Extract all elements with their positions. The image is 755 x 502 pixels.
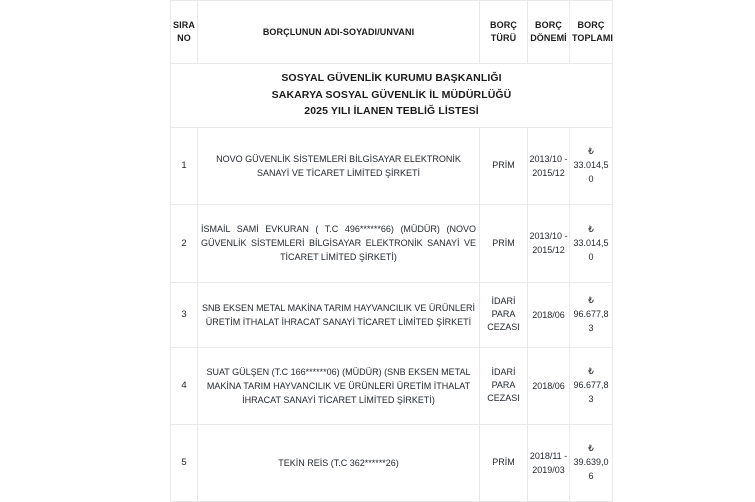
cell-borc-toplami bbox=[570, 204, 613, 282]
cell-sira-no: 5 bbox=[171, 424, 198, 501]
header-borc-toplami: BORÇ TOPLAMI bbox=[570, 1, 613, 64]
cell-borc-donemi: 2018/11 - 2019/03 bbox=[528, 424, 570, 501]
lira-symbol-icon: ₺ bbox=[588, 223, 594, 234]
notice-table bbox=[170, 0, 613, 502]
cell-sira-no: 3 bbox=[171, 282, 198, 347]
header-sira-no bbox=[171, 1, 198, 64]
cell-borc-donemi: 2013/10 - 2015/12 bbox=[528, 127, 570, 204]
cell-sira-no: 4 bbox=[171, 347, 198, 424]
lira-symbol-icon: ₺ bbox=[588, 146, 594, 156]
lira-symbol-icon: ₺ bbox=[588, 366, 594, 376]
cell-borc-turu: PRİM bbox=[480, 424, 528, 501]
table-row bbox=[171, 347, 613, 424]
cell-borc-donemi: 2018/06 bbox=[528, 282, 570, 347]
header-borclu-adi: BORÇLUNUN ADI-SOYADI/UNVANI bbox=[198, 1, 480, 64]
cell-borc-turu: İDARİ PARA CEZASI bbox=[480, 282, 528, 347]
header-sira-no-label: SIRA NO bbox=[173, 20, 195, 43]
amount-value: 96.677,83 bbox=[573, 380, 609, 404]
title-line-1: SOSYAL GÜVENLİK KURUMU BAŞKANLIĞI bbox=[281, 72, 502, 84]
lira-symbol-icon: ₺ bbox=[588, 443, 594, 453]
amount-value: 96.677,83 bbox=[573, 309, 609, 333]
lira-symbol-icon: ₺ bbox=[588, 295, 594, 305]
cell-borc-toplami bbox=[570, 127, 613, 204]
cell-borc-toplami bbox=[570, 347, 613, 424]
cell-borc-turu: İDARİ PARA CEZASI bbox=[480, 347, 528, 424]
cell-borc-donemi: 2013/10 - 2015/12 bbox=[528, 204, 570, 282]
cell-borc-donemi: 2018/06 bbox=[528, 347, 570, 424]
amount-value: 33.014,50 bbox=[573, 237, 609, 262]
cell-borclu-adi: NOVO GÜVENLİK SİSTEMLERİ BİLGİSAYAR ELEKTRONİK SANAYİ VE TİCARET LİMİTED ŞİRKETİ bbox=[198, 127, 480, 204]
table-row bbox=[171, 204, 613, 282]
cell-borc-toplami bbox=[570, 282, 613, 347]
title-line-2: SAKARYA SOSYAL GÜVENLİK İL MÜDÜRLÜĞÜ bbox=[271, 88, 512, 101]
amount-value: 39.639,06 bbox=[573, 457, 609, 481]
table-body bbox=[171, 127, 613, 501]
cell-sira-no: 1 bbox=[171, 127, 198, 204]
cell-borclu-adi: SUAT GÜLŞEN (T.C 166******06) (MÜDÜR) (SNB EKSEN METAL MAKİNA TARIM HAYVANCILIK VE ÜRÜNLERİ ÜRETİM İTHALAT İHRACAT SANAYİ TİCARET LİMİTED ŞİRKETİ) bbox=[198, 347, 480, 424]
cell-sira-no: 2 bbox=[171, 204, 198, 282]
header-borc-donemi: BORÇ DÖNEMİ bbox=[528, 1, 570, 64]
amount-value: 33.014,50 bbox=[573, 160, 609, 184]
table-row bbox=[171, 282, 613, 347]
notice-table-container bbox=[170, 0, 614, 502]
cell-borc-turu: PRİM bbox=[480, 204, 528, 282]
title-line-3: 2025 YILI İLANEN TEBLİĞ LİSTESİ bbox=[304, 105, 479, 117]
document-title-block bbox=[171, 64, 613, 128]
title-row bbox=[171, 64, 613, 128]
table-header-row bbox=[171, 1, 613, 64]
header-borc-turu: BORÇ TÜRÜ bbox=[480, 1, 528, 64]
cell-borc-turu: PRİM bbox=[480, 127, 528, 204]
table-row bbox=[171, 127, 613, 204]
cell-borclu-adi: İSMAİL SAMİ EVKURAN ( T.C 496******66) (MÜDÜR) (NOVO GÜVENLİK SİSTEMLERİ BİLGİSAYAR ELEKTRONİK SANAYİ VE TİCARET LİMİTED ŞİRKETİ) bbox=[198, 204, 480, 282]
table-row bbox=[171, 424, 613, 501]
cell-borclu-adi: SNB EKSEN METAL MAKİNA TARIM HAYVANCILIK VE ÜRÜNLERİ ÜRETİM İTHALAT İHRACAT SANAYİ TİCARET LİMİTED ŞİRKETİ bbox=[198, 282, 480, 347]
cell-borclu-adi: TEKİN REİS (T.C 362******26) bbox=[198, 424, 480, 501]
cell-borc-toplami bbox=[570, 424, 613, 501]
